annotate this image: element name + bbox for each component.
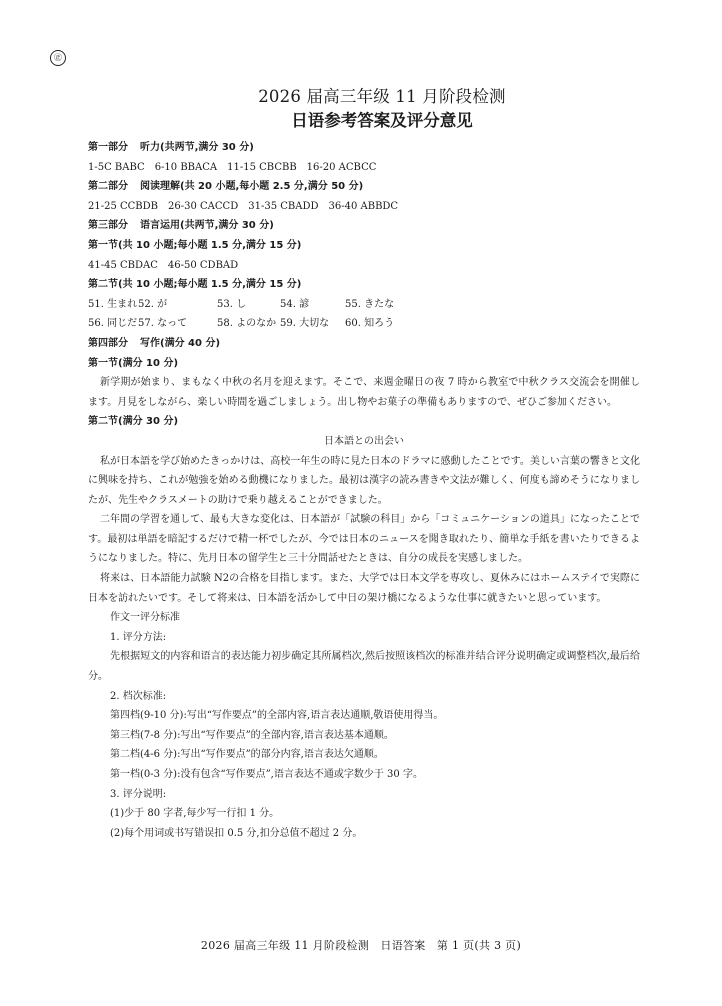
- rubric-level-4: 第四档(9-10 分):写出“写作要点”的全部内容,语言表达通顺,敬语使用得当。: [110, 710, 444, 722]
- answer-cell: 55. きたな: [345, 298, 395, 310]
- answer-cell: 51. 生まれ: [88, 298, 138, 310]
- part1-name: 听力(共两节,满分 30 分): [140, 142, 254, 153]
- answer-cell: 57. なって: [138, 318, 188, 330]
- essay-paragraph: 二年間の学習を通して、最も大きな変化は、日本語が「試験の科目」から「コミュニケーションの道具」になったことです。最初は単語を暗記するだけで精一杯でしたが、今では日本のニュースを聞き取れたり、簡単な手紙を書いたりできるようになりました。特に、先月日本の留学生と三十分間話せたときは、自分の成長を実感しました。: [88, 514, 640, 565]
- part2-answers: 21-25 CCBDB 26-30 CACCD 31-35 CBADD 36-40 ABBDC: [88, 200, 399, 212]
- part4-name: 写作(满分 40 分): [140, 337, 221, 349]
- part3-heading: [88, 216, 640, 236]
- part4-heading: [88, 334, 640, 354]
- essay-paragraph: 私が日本語を学び始めたきっかけは、高校一年生の時に見た日本のドラマに感動したことです。美しい言葉の響きと文化に興味を持ち、これが勉強を始める動機になりました。最初は漢字の読み書きや文法が難しく、何度も諦めそうになりましたが、先生やクラスメートの助けで乗り越えることができました。: [88, 455, 640, 506]
- answer-cell: 58. よのなか: [217, 318, 277, 330]
- model-notice-text: 新学期が始まり、まもなく中秋の名月を迎えます。そこで、来週金曜日の夜 7 時から教室で中秋クラス交流会を開催します。月見をしながら、楽しい時間を過ごしましょう。出し物やお菓子の準備もありますので、ぜひご参加ください。: [88, 377, 640, 408]
- answer-cell: 52. が: [138, 298, 168, 310]
- document-subtitle: 日语参考答案及评分意见: [291, 111, 473, 130]
- part1-heading: [88, 138, 640, 158]
- answer-cell: 54. 諺: [280, 298, 310, 310]
- part1-answers: 1-5C BABC 6-10 BBACA 11-15 CBCBB 16-20 ACBCC: [88, 161, 377, 173]
- part2-name: 阅读理解(共 20 小题,每小题 2.5 分,满分 50 分): [140, 181, 364, 193]
- answer-cell: 60. 知ろう: [345, 318, 395, 330]
- part2-label: 第二部分: [88, 181, 128, 193]
- rubric-level-2: 第二档(4-6 分):写出“写作要点”的部分内容,语言表达欠通顺。: [110, 749, 384, 761]
- essay-title: 日本語との出会い: [324, 435, 404, 447]
- part4-label: 第四部分: [88, 337, 128, 349]
- rubric-note-2: (2)每个用词或书写错误扣 0.5 分,扣分总值不超过 2 分。: [110, 827, 363, 839]
- answer-cell: 56. 同じだ: [88, 318, 138, 330]
- rubric-note-1: (1)少于 80 字者,每少写一行扣 1 分。: [110, 808, 280, 820]
- rubric-notes-heading: 3. 评分说明:: [110, 788, 167, 800]
- part3-section2-heading: 第二节(共 10 小题;每小题 1.5 分,满分 15 分): [88, 279, 302, 291]
- page-footer: 2026 届高三年级 11 月阶段检测 日语答案 第 1 页(共 3 页): [200, 939, 522, 952]
- rubric-level-3: 第三档(7-8 分):写出“写作要点”的全部内容,语言表达基本通顺。: [110, 729, 394, 741]
- answer-sheet: [88, 86, 640, 843]
- answer-cell: 53. し: [217, 298, 247, 310]
- seal-mark: ㊣: [50, 50, 66, 66]
- part3-label: 第三部分: [88, 220, 128, 232]
- rubric-method-heading: 1. 评分方法:: [110, 631, 167, 643]
- answer-cell: 59. 大切な: [280, 318, 330, 330]
- answer-row: [88, 314, 640, 334]
- rubric-title: 作文一评分标准: [110, 612, 180, 624]
- document-title: 2026 届高三年级 11 月阶段检测: [258, 87, 506, 106]
- part3-section1-heading: 第一节(共 10 小题;每小题 1.5 分,满分 15 分): [88, 239, 302, 251]
- rubric-level-1: 第一档(0-3 分):没有包含“写作要点”,语言表达不通或字数少于 30 字。: [110, 769, 423, 780]
- part1-label: 第一部分: [88, 142, 128, 153]
- part3-section1-answers: 41-45 CBDAC 46-50 CDBAD: [88, 259, 239, 271]
- rubric-method-text: 先根据短文的内容和语言的表达能力初步确定其所属档次,然后按照该档次的标准并结合评分说明确定或调整档次,最后给分。: [88, 651, 640, 683]
- part2-heading: [88, 177, 640, 197]
- part4-section2-heading: 第二节(满分 30 分): [88, 416, 179, 428]
- part4-section1-heading: 第一节(满分 10 分): [88, 357, 179, 369]
- part3-name: 语言运用(共两节,满分 30 分): [140, 220, 274, 232]
- rubric-levels-heading: 2. 档次标准:: [110, 690, 167, 702]
- essay-paragraph: 将来は、日本語能力試験 N2の合格を目指します。また、大学では日本文学を専攻し、夏休みにはホームステイで実際に日本を訪れたいです。そして将来は、日本語を活かして中日の架け橋になるような仕事に就きたいと思っています。: [88, 573, 640, 604]
- answer-row: [88, 295, 640, 315]
